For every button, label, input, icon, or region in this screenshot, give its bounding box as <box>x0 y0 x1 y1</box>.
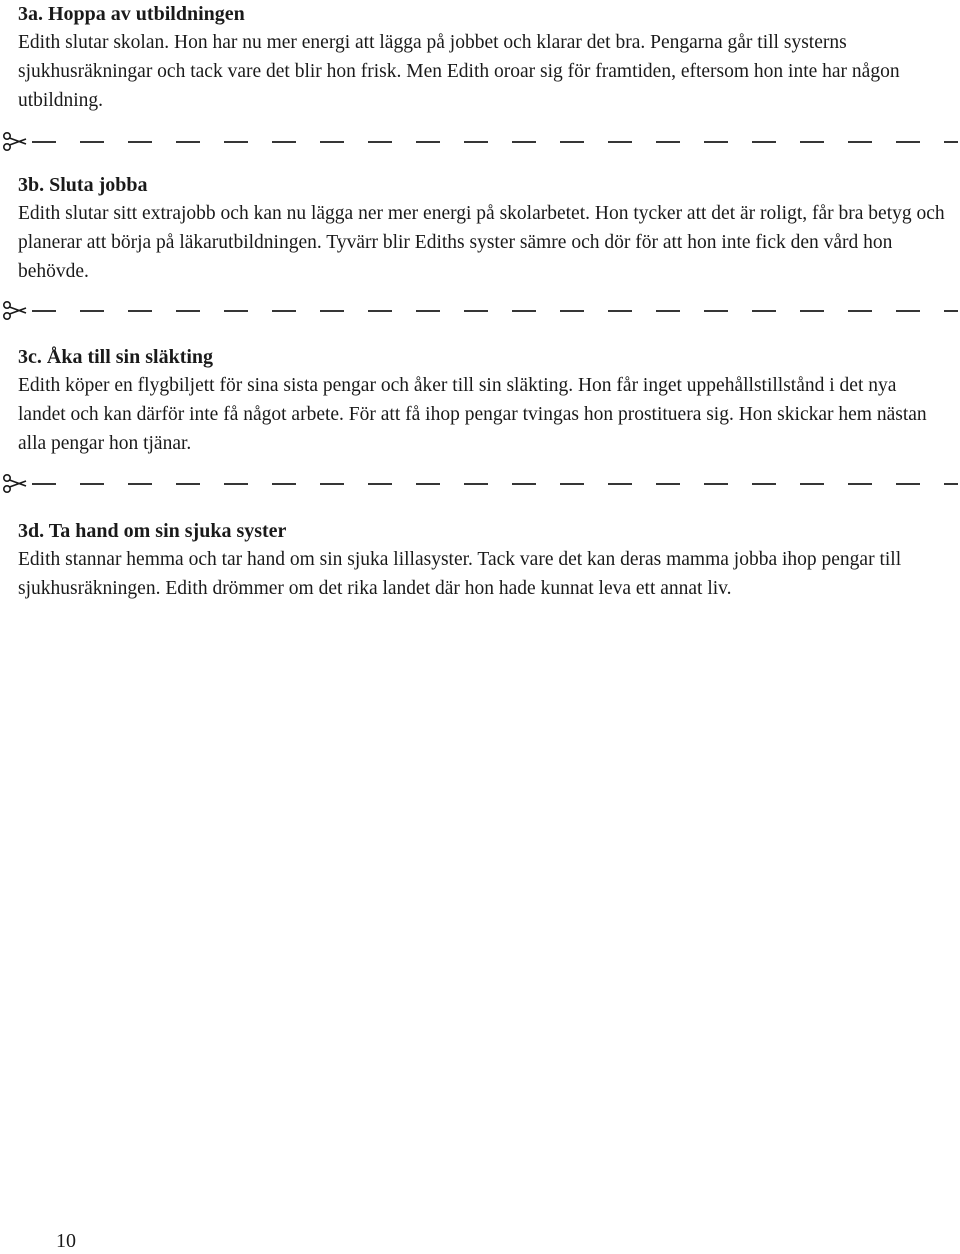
section-body: Edith köper en flygbiljett för sina sista pengar och åker till sin släkting. Hon får inget uppehållstillstånd i det nya landet och kan därför inte få något arbete. För att få ihop pengar tvingas hon prostituera sig. Hon skickar hem nästan alla pengar hon tjänar. <box>18 375 927 454</box>
section-heading: 3c. Åka till sin släkting <box>18 346 214 368</box>
section-heading: 3b. Sluta jobba <box>18 174 148 196</box>
section-3c <box>18 343 948 458</box>
section-body: Edith slutar sitt extrajobb och kan nu lägga ner mer energi på skolarbetet. Hon tycker att det är roligt, får bra betyg och planerar att börja på läkarutbildningen. Tyvärr blir Ediths syster sämre och dör för att hon inte fick den vård hon behövde. <box>18 203 945 282</box>
section-heading: 3a. Hoppa av utbildningen <box>18 3 245 25</box>
scissors-icon <box>4 475 26 492</box>
section-3a <box>18 0 948 115</box>
section-heading: 3d. Ta hand om sin sjuka syster <box>18 520 287 542</box>
scissors-icon <box>4 302 26 319</box>
cut-line <box>2 472 958 496</box>
section-body: Edith stannar hemma och tar hand om sin sjuka lillasyster. Tack vare det kan deras mamma jobba ihop pengar till sjukhusräkningen. Edith drömmer om det rika landet där hon hade kunnat leva ett annat liv. <box>18 549 902 599</box>
section-3b <box>18 171 948 286</box>
scissors-icon <box>4 133 26 150</box>
cut-line <box>2 299 958 323</box>
section-body: Edith slutar skolan. Hon har nu mer energi att lägga på jobbet och klarar det bra. Pengarna går till systerns sjukhusräkningar och tack vare det blir hon frisk. Men Edith oroar sig för framtiden, eftersom hon inte har någon utbildning. <box>18 32 900 111</box>
cut-line <box>2 130 958 154</box>
section-3d <box>18 517 948 603</box>
page-number: 10 <box>56 1230 76 1252</box>
